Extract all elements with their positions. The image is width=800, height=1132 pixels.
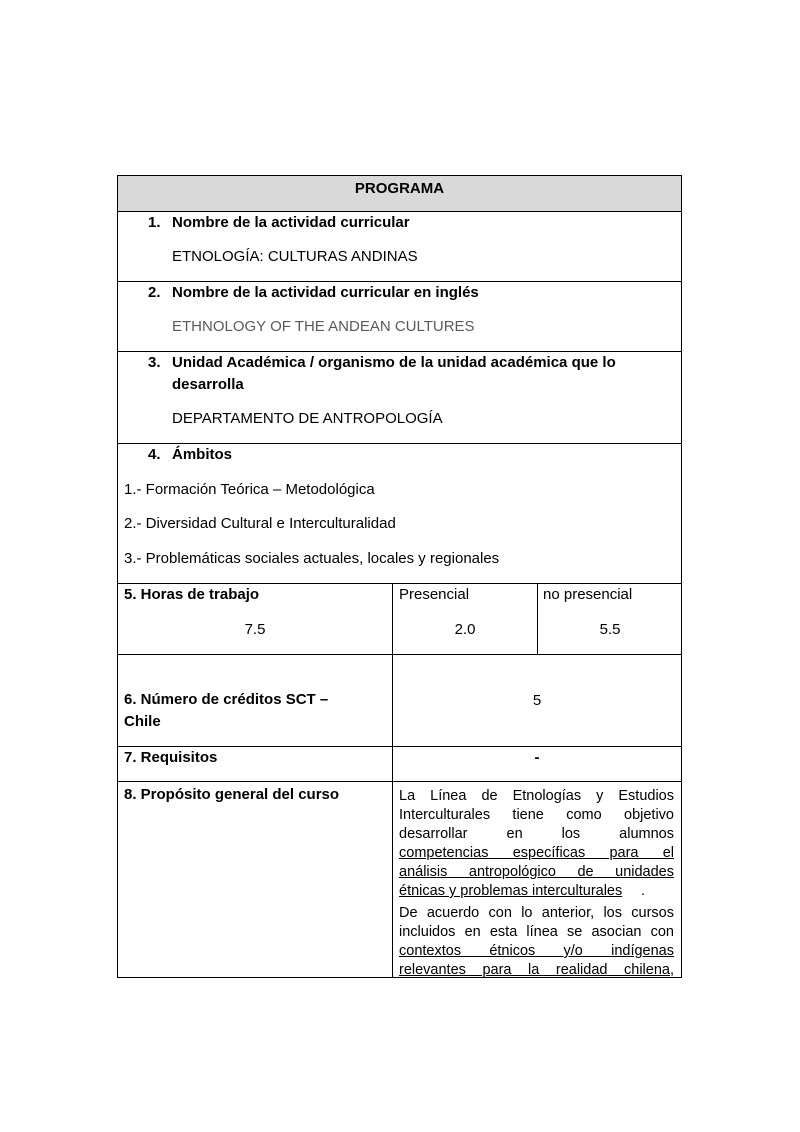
paragraph-line: De acuerdo con lo anterior, los cursos	[399, 905, 674, 921]
section-3-number: 3.	[148, 354, 161, 371]
section-7	[117, 747, 682, 782]
section-4-heading: Ámbitos	[172, 446, 232, 463]
paragraph-line: incluidos en esta línea se asocian con	[399, 924, 674, 940]
paragraph-line: competencias específicas para el	[399, 845, 674, 861]
presencial-value: 2.0	[454, 621, 476, 638]
section-3-heading-line1: Unidad Académica / organismo de la unidad académica que lo	[172, 354, 616, 371]
total-hours-value: 7.5	[244, 621, 266, 638]
paragraph-line: desarrollar en los alumnos	[399, 826, 674, 842]
column-divider	[392, 584, 393, 654]
ambito-item: 3.- Problemáticas sociales actuales, locales y regionales	[124, 550, 500, 567]
paragraph-line: relevantes para la realidad chilena,	[399, 962, 674, 978]
section-8	[117, 782, 682, 978]
section-2-number: 2.	[148, 284, 161, 301]
section-2	[117, 282, 682, 352]
section-3-heading-line2: desarrolla	[172, 376, 244, 393]
section-8-heading: 8. Propósito general del curso	[124, 786, 340, 803]
section-6-heading-line1: 6. Número de créditos SCT –	[124, 691, 329, 708]
section-1-number: 1.	[148, 214, 161, 231]
section-1-value: ETNOLOGÍA: CULTURAS ANDINAS	[172, 248, 418, 265]
presencial-label: Presencial	[399, 586, 470, 603]
section-4	[117, 444, 682, 584]
header-row	[117, 175, 682, 212]
column-divider	[392, 782, 393, 977]
paragraph-line: étnicas y problemas interculturales	[399, 883, 623, 899]
section-2-value: ETHNOLOGY OF THE ANDEAN CULTURES	[172, 318, 475, 335]
section-7-heading: 7. Requisitos	[124, 749, 218, 766]
column-divider	[537, 584, 538, 654]
page-title: PROGRAMA	[354, 180, 445, 197]
section-3-value: DEPARTAMENTO DE ANTROPOLOGÍA	[172, 410, 443, 427]
ambito-item: 2.- Diversidad Cultural e Interculturalidad	[124, 515, 396, 532]
requisitos-value: -	[534, 749, 540, 766]
section-1	[117, 212, 682, 282]
paragraph-line: análisis antropológico de unidades	[399, 864, 674, 880]
section-6-heading-line2: Chile	[124, 713, 161, 730]
no-presencial-label: no presencial	[543, 586, 633, 603]
paragraph-line: Interculturales tiene como objetivo	[399, 807, 674, 823]
no-presencial-value: 5.5	[599, 621, 621, 638]
section-1-heading: Nombre de la actividad curricular	[172, 214, 410, 231]
paragraph-period: .	[641, 883, 646, 899]
credits-value: 5	[532, 692, 542, 709]
section-6	[117, 655, 682, 747]
section-4-number: 4.	[148, 446, 161, 463]
section-5	[117, 584, 682, 655]
paragraph-line: La Línea de Etnologías y Estudios	[399, 788, 674, 804]
section-2-heading: Nombre de la actividad curricular en inglés	[172, 284, 479, 301]
section-3	[117, 352, 682, 444]
ambito-item: 1.- Formación Teórica – Metodológica	[124, 481, 375, 498]
section-5-heading: 5. Horas de trabajo	[124, 586, 260, 603]
paragraph-line: contextos étnicos y/o indígenas	[399, 943, 674, 959]
